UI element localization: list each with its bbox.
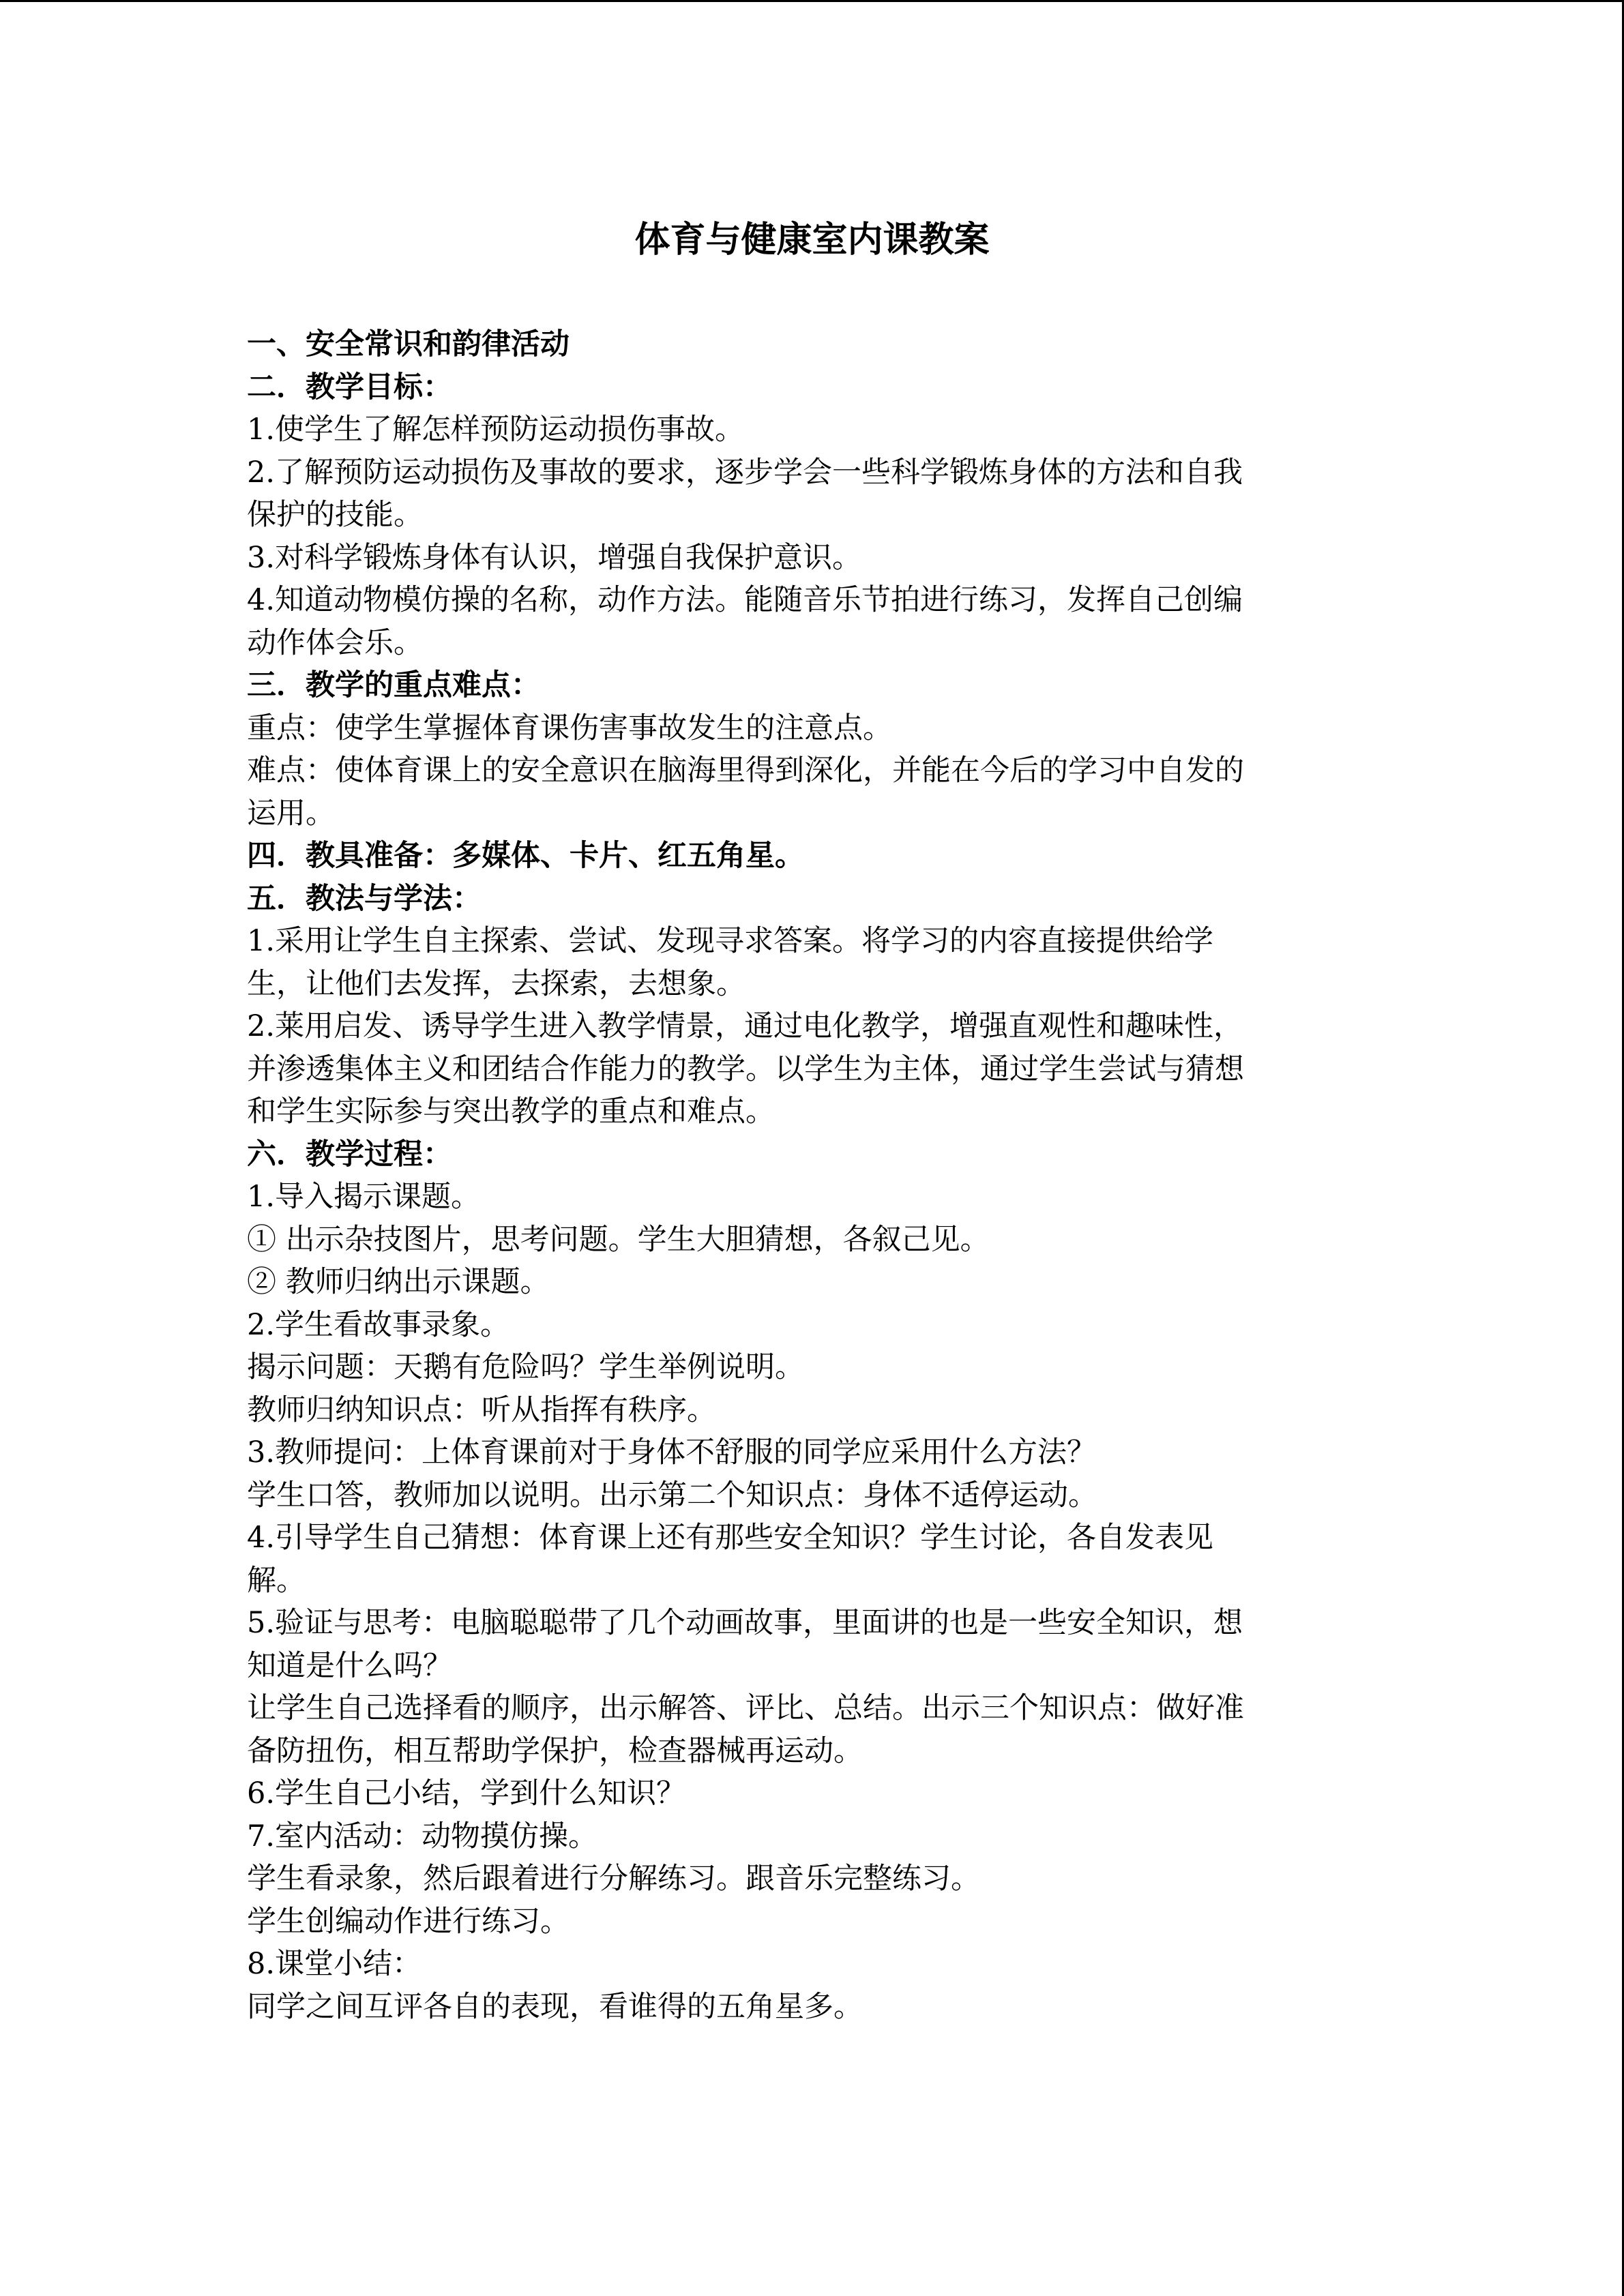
section-heading: 二．教学目标： [247, 370, 452, 404]
body-line: 运用。 [247, 796, 335, 831]
document-body [247, 323, 1365, 2028]
body-line: 2.莱用启发、诱导学生进入教学情景，通过电化教学，增强直观性和趣味性， [247, 1009, 1243, 1043]
section-heading: 一、安全常识和韵律活动 [247, 327, 570, 361]
body-line: 8.课堂小结： [247, 1947, 422, 1981]
body-line: 6.学生自己小结，学到什么知识？ [247, 1776, 686, 1810]
section-heading: 五．教法与学法： [247, 881, 482, 916]
body-line: 2.了解预防运动损伤及事故的要求，逐步学会一些科学锻炼身体的方法和自我 [247, 455, 1243, 490]
body-line: ② 教师归纳出示课题。 [247, 1265, 550, 1299]
body-line: 1.导入揭示课题。 [247, 1180, 481, 1214]
body-line: 保护的技能。 [247, 498, 423, 532]
body-line: 同学之间互评各自的表现，看谁得的五角星多。 [247, 1989, 863, 2024]
section-heading: 六．教学过程： [247, 1137, 452, 1172]
body-line: ① 出示杂技图片，思考问题。学生大胆猜想，各叙己见。 [247, 1222, 990, 1257]
body-line: 4.知道动物模仿操的名称，动作方法。能随音乐节拍进行练习，发挥自己创编 [247, 583, 1243, 617]
body-line: 学生看录象，然后跟着进行分解练习。跟音乐完整练习。 [247, 1862, 980, 1896]
body-line: 动作体会乐。 [247, 625, 423, 660]
body-line: 1.采用让学生自主探索、尝试、发现寻求答案。将学习的内容直接提供给学 [247, 924, 1214, 958]
body-line: 教师归纳知识点：听从指挥有秩序。 [247, 1392, 716, 1427]
body-line: 难点：使体育课上的安全意识在脑海里得到深化，并能在今后的学习中自发的 [247, 754, 1244, 788]
body-line: 备防扭伤，相互帮助学保护，检查器械再运动。 [247, 1733, 863, 1768]
body-line: 知道是什么吗？ [247, 1648, 452, 1683]
body-line: 并渗透集体主义和团结合作能力的教学。以学生为主体，通过学生尝试与猜想 [247, 1052, 1244, 1086]
body-line: 2.学生看故事录象。 [247, 1307, 510, 1342]
body-line: 7.室内活动：动物摸仿操。 [247, 1819, 598, 1853]
body-line: 学生创编动作进行练习。 [247, 1904, 570, 1939]
body-line: 和学生实际参与突出教学的重点和难点。 [247, 1094, 775, 1129]
body-line: 让学生自己选择看的顺序，出示解答、评比、总结。出示三个知识点：做好准 [247, 1691, 1244, 1725]
body-line: 3.对科学锻炼身体有认识，增强自我保护意识。 [247, 540, 862, 575]
body-line: 1.使学生了解怎样预防运动损伤事故。 [247, 413, 745, 447]
body-line: 学生口答，教师加以说明。出示第二个知识点：身体不适停运动。 [247, 1478, 1097, 1512]
section-heading: 三．教学的重点难点： [247, 668, 540, 702]
body-line: 3.教师提问：上体育课前对于身体不舒服的同学应采用什么方法？ [247, 1435, 1097, 1470]
body-line: 解。 [247, 1563, 306, 1598]
body-line: 生，让他们去发挥，去探索，去想象。 [247, 966, 745, 1001]
body-line: 揭示问题：天鹅有危险吗？学生举例说明。 [247, 1350, 804, 1384]
body-line: 5.验证与思考：电脑聪聪带了几个动画故事，里面讲的也是一些安全知识，想 [247, 1606, 1243, 1640]
document-title: 体育与健康室内课教案 [634, 219, 990, 260]
body-line: 4.引导学生自己猜想：体育课上还有那些安全知识？学生讨论，各自发表见 [247, 1521, 1214, 1555]
section-heading: 四．教具准备：多媒体、卡片、红五角星。 [247, 839, 804, 873]
body-line: 重点：使学生掌握体育课伤害事故发生的注意点。 [247, 711, 892, 745]
